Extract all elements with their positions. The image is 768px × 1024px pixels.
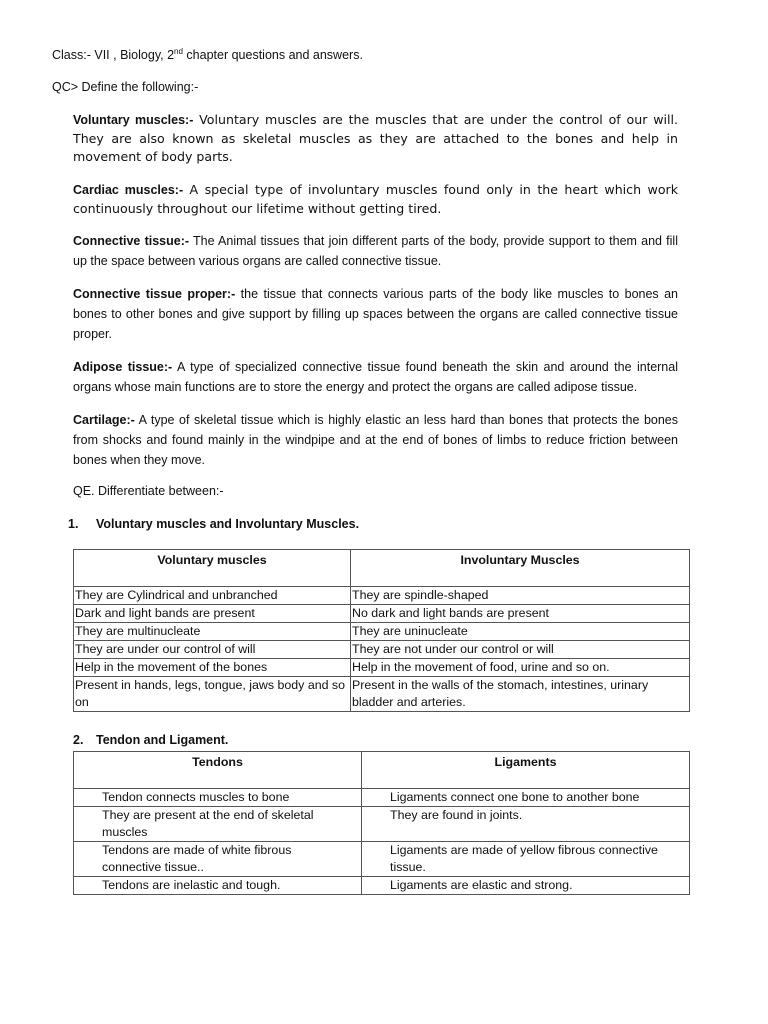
table-cell: They are under our control of will [74, 641, 351, 659]
class-line-superscript: nd [174, 47, 183, 56]
voluntary-vs-involuntary-table [73, 549, 690, 712]
table-cell: Ligaments are elastic and strong. [362, 877, 690, 895]
table-row [74, 587, 690, 605]
section-title: Voluntary muscles and Involuntary Muscles. [96, 517, 360, 531]
qe-line: QE. Differentiate between:- [73, 484, 224, 498]
table-cell: Tendon connects muscles to bone [74, 789, 362, 807]
definition-cartilage [73, 410, 678, 470]
section-title: Tendon and Ligament. [96, 733, 229, 747]
definition-term: Connective tissue proper:- [73, 287, 236, 301]
table-cell: They are found in joints. [362, 807, 690, 842]
table-row [74, 842, 690, 877]
column-header: Tendons [74, 752, 362, 789]
table-row [74, 877, 690, 895]
table-cell: They are not under our control or will [351, 641, 690, 659]
column-header: Involuntary Muscles [351, 550, 690, 587]
tendon-vs-ligament-table [73, 751, 690, 895]
table-header-row [74, 752, 690, 789]
definition-text: A type of skeletal tissue which is highly elastic an less hard than bones that protects the bones from shocks and found mainly in the windpipe and at the end of bones of limbs to reduce friction between bones when they move. [73, 413, 678, 467]
table-row [74, 677, 690, 712]
table-cell: They are multinucleate [74, 623, 351, 641]
definition-connective-tissue [73, 231, 678, 271]
table-cell: They are spindle-shaped [351, 587, 690, 605]
definition-text: The Animal tissues that join different parts of the body, provide support to them and fill up the space between various organs are called connective tissue. [73, 234, 678, 268]
section-1-heading [68, 517, 359, 531]
class-line [52, 47, 363, 62]
table-cell: Ligaments connect one bone to another bone [362, 789, 690, 807]
table-cell: Tendons are inelastic and tough. [74, 877, 362, 895]
definition-text: the tissue that connects various parts of the body like muscles to bones an bones to other bones and give support by filling up spaces between the organs are called connective tissue proper. [73, 287, 678, 341]
section-number: 1. [68, 517, 79, 531]
class-line-suffix: chapter questions and answers. [182, 48, 363, 63]
table-row [74, 659, 690, 677]
table-cell: Dark and light bands are present [74, 605, 351, 623]
column-header: Ligaments [362, 752, 690, 789]
table-header-row [74, 550, 690, 587]
table-row [74, 789, 690, 807]
section-2-heading [73, 733, 228, 747]
table-cell: They are uninucleate [351, 623, 690, 641]
definition-connective-tissue-proper [73, 284, 678, 344]
table-cell: They are present at the end of skeletal muscles [74, 807, 362, 842]
definition-cardiac-muscles [73, 181, 678, 218]
definition-text: Voluntary muscles are the muscles that are under the control of our will. They are also known as skeletal muscles as they are attached to the bones and help in movement of body parts. [73, 112, 678, 164]
definition-text: A type of specialized connective tissue found beneath the skin and around the internal organs whose main functions are to store the energy and protect the organs are called adipose tissue. [73, 360, 678, 394]
definition-term: Voluntary muscles:- [73, 113, 194, 127]
column-header: Voluntary muscles [74, 550, 351, 587]
table-cell: Help in the movement of the bones [74, 659, 351, 677]
definition-text: A special type of involuntary muscles found only in the heart which work continuously throughout our lifetime without getting tired. [73, 182, 678, 216]
class-line-text: Class:- VII , Biology, 2 [52, 48, 175, 63]
table-cell: Tendons are made of white fibrous connective tissue.. [74, 842, 362, 877]
definition-adipose-tissue [73, 357, 678, 397]
table-row [74, 605, 690, 623]
definition-voluntary-muscles [73, 111, 678, 167]
table-cell: They are Cylindrical and unbranched [74, 587, 351, 605]
table-row [74, 807, 690, 842]
table-cell: Ligaments are made of yellow fibrous connective tissue. [362, 842, 690, 877]
table-cell: Present in hands, legs, tongue, jaws body and so on [74, 677, 351, 712]
section-number: 2. [73, 733, 84, 747]
definition-term: Adipose tissue:- [73, 360, 173, 374]
table-row [74, 641, 690, 659]
definition-term: Cardiac muscles:- [73, 183, 184, 197]
table-row [74, 623, 690, 641]
table-cell: Present in the walls of the stomach, intestines, urinary bladder and arteries. [351, 677, 690, 712]
definition-term: Connective tissue:- [73, 234, 190, 248]
table-cell: Help in the movement of food, urine and so on. [351, 659, 690, 677]
table-cell: No dark and light bands are present [351, 605, 690, 623]
qc-line: QC> Define the following:- [52, 80, 199, 94]
definition-term: Cartilage:- [73, 413, 135, 427]
